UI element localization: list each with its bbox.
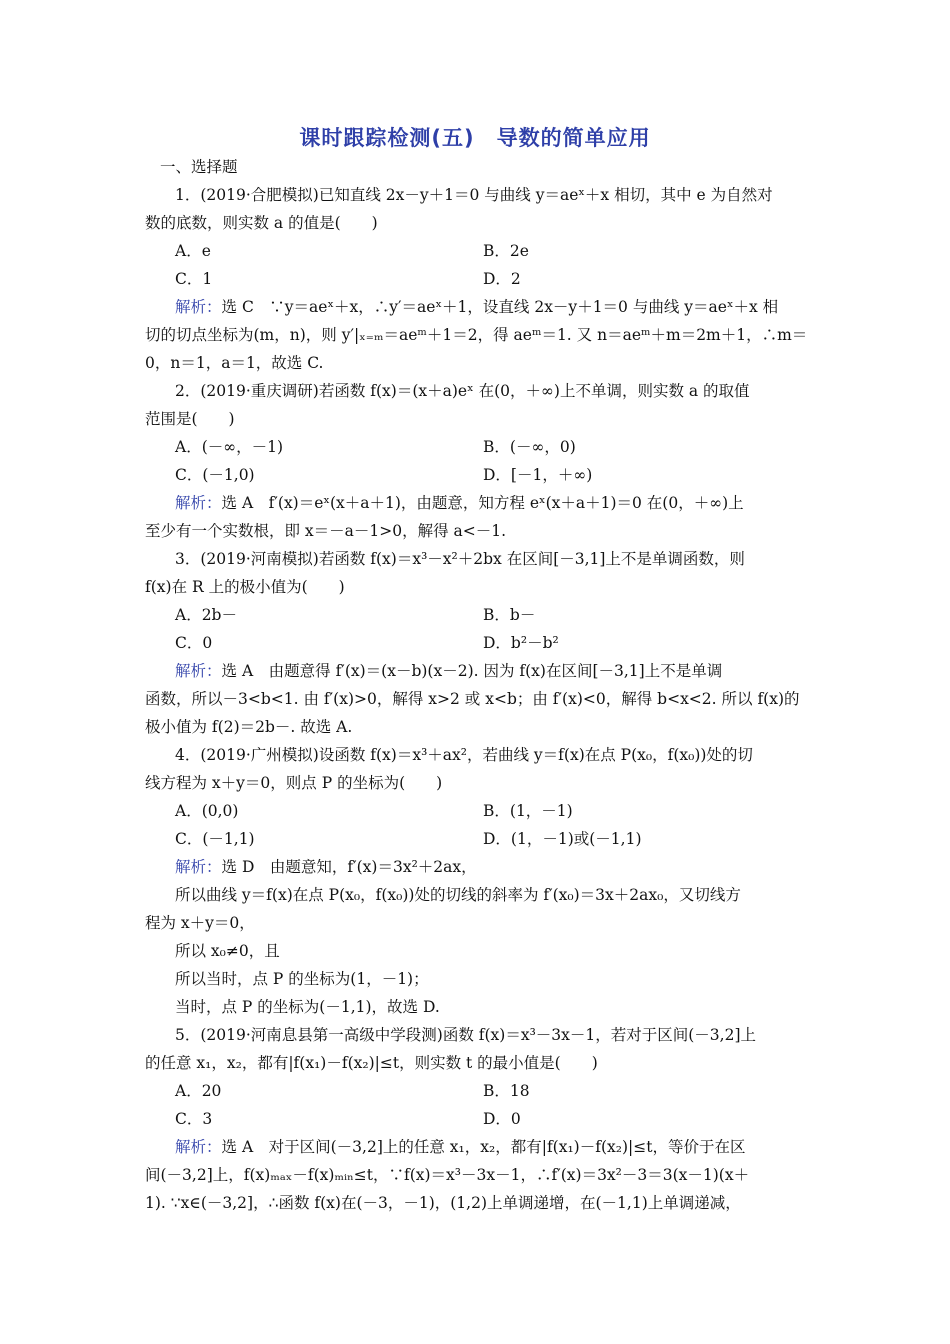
answer-label: 解析： [175,1138,222,1156]
q2-option-c: C．(－1,0) [175,466,255,484]
q4-option-a: A．(0,0) [175,802,239,820]
question-5-line-2: 的任意 x₁，x₂，都有|f(x₁)－f(x₂)|≤t，则实数 t 的最小值是( ) [145,1054,598,1072]
answer-label: 解析： [175,858,222,876]
q4-option-d: D．(1，－1)或(－1,1) [483,830,642,848]
answer-3-line-2: 函数，所以－3<b<1. 由 f′(x)>0，解得 x>2 或 x<b；由 f′(x)<0，解得 b<x<2. 所以 f(x)的 [145,690,800,708]
answer-2-line-1 [175,493,809,513]
question-3-line-1: 3．(2019·河南模拟)若函数 f(x)＝x³－x²＋2bx 在区间[－3,1]上不是单调函数，则 [175,550,745,568]
answer-4-line-2: 所以曲线 y＝f(x)在点 P(x₀，f(x₀))处的切线的斜率为 f′(x₀)＝3x＋2ax₀，又切线方 [175,886,741,904]
answer-label: 解析： [175,298,222,316]
q3-option-c: C．0 [175,634,213,652]
q2-option-d: D．[－1，＋∞) [483,466,593,484]
q4-option-b: B．(1，－1) [483,802,573,820]
question-1-line-1: 1．(2019·合肥模拟)已知直线 2x－y＋1＝0 与曲线 y＝aeˣ＋x 相切，其中 e 为自然对 [175,186,773,204]
answer-5-text: 选 A 对于区间(－3,2]上的任意 x₁，x₂，都有|f(x₁)－f(x₂)|≤t，等价于在区 [221,1138,746,1156]
answer-2-text: 选 A f′(x)＝eˣ(x＋a＋1)，由题意，知方程 eˣ(x＋a＋1)＝0 在(0，＋∞)上 [221,494,744,512]
q2-option-a: A．(－∞，－1) [175,438,284,456]
answer-1-line-3: 0，n＝1，a＝1，故选 C. [145,354,324,372]
question-3-line-2: f(x)在 R 上的极小值为( ) [145,578,345,596]
answer-3-line-3: 极小值为 f(2)＝2b－. 故选 A. [145,718,353,736]
q1-option-a: A．e [175,242,211,260]
q1-option-d: D．2 [483,270,521,288]
q5-option-d: D．0 [483,1110,521,1128]
answer-5-line-3: 1). ∵x∈(－3,2]，∴函数 f(x)在(－3，－1)，(1,2)上单调递增，在(－1,1)上单调递减， [145,1194,741,1212]
q3-option-d: D．b²－b² [483,634,559,652]
question-1-line-2: 数的底数，则实数 a 的值是( ) [145,214,378,232]
answer-1-line-2: 切的切点坐标为(m，n)，则 y′|ₓ₌ₘ＝aeᵐ＋1＝2，得 aeᵐ＝1. 又 n＝aeᵐ＋m＝2m＋1，∴m＝ [145,326,808,344]
answer-label: 解析： [175,494,222,512]
answer-label: 解析： [175,662,222,680]
answer-3-text: 选 A 由题意得 f′(x)＝(x－b)(x－2). 因为 f(x)在区间[－3,1]上不是单调 [221,662,723,680]
q1-option-c: C．1 [175,270,213,288]
answer-4-text: 选 D 由题意知，f′(x)＝3x²＋2ax， [221,858,477,876]
answer-1-text: 选 C ∵y＝aeˣ＋x，∴y′＝aeˣ＋1，设直线 2x－y＋1＝0 与曲线 y＝aeˣ＋x 相 [221,298,779,316]
question-2-line-1: 2．(2019·重庆调研)若函数 f(x)＝(x＋a)eˣ 在(0，＋∞)上不单调，则实数 a 的取值 [175,382,750,400]
answer-4-line-6: 当时，点 P 的坐标为(－1,1)，故选 D. [175,998,440,1016]
q3-option-a: A．2b－ [175,606,237,624]
q3-option-b: B．b－ [483,606,536,624]
answer-5-line-2: 间(－3,2]上，f(x)ₘₐₓ－f(x)ₘᵢₙ≤t，∵f(x)＝x³－3x－1，∴f′(x)＝3x²－3＝3(x－1)(x＋ [145,1166,750,1184]
question-4-line-1: 4．(2019·广州模拟)设函数 f(x)＝x³＋ax²，若曲线 y＝f(x)在点 P(x₀，f(x₀))处的切 [175,746,753,764]
q1-option-b: B．2e [483,242,529,260]
answer-4-line-4: 所以 x₀≠0，且 [175,942,280,960]
answer-4-line-1 [175,857,809,877]
q4-option-c: C．(－1,1) [175,830,255,848]
q5-option-a: A．20 [175,1082,222,1100]
answer-2-line-2: 至少有一个实数根，即 x＝－a－1>0，解得 a<－1. [145,522,507,540]
answer-3-line-1 [175,661,809,681]
page-title: 课时跟踪检测(五) 导数的简单应用 [299,126,651,150]
question-4-line-2: 线方程为 x＋y＝0，则点 P 的坐标为( ) [145,774,443,792]
question-5-line-1: 5．(2019·河南息县第一高级中学段测)函数 f(x)＝x³－3x－1，若对于区间(－3,2]上 [175,1026,756,1044]
question-2-line-2: 范围是( ) [145,410,235,428]
q2-option-b: B．(－∞，0) [483,438,576,456]
q5-option-c: C．3 [175,1110,213,1128]
answer-1-line-1 [175,297,809,317]
answer-4-line-5: 所以当时，点 P 的坐标为(1，－1)； [175,970,429,988]
answer-5-line-1 [175,1137,809,1157]
q5-option-b: B．18 [483,1082,530,1100]
answer-4-line-3: 程为 x＋y＝0， [145,914,255,932]
section-heading: 一、选择题 [160,158,238,176]
